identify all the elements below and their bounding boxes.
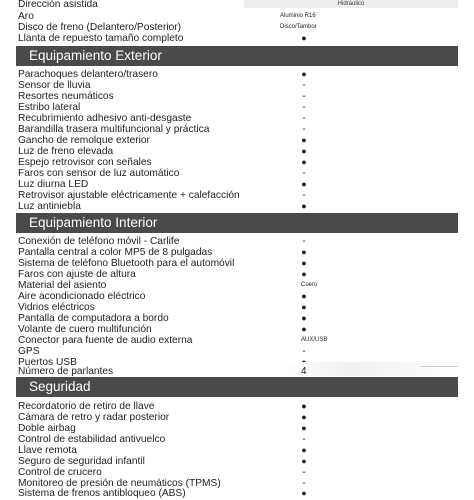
spec-row	[18, 0, 458, 10]
spec-value: ●	[301, 401, 307, 411]
spec-label: Luz antiniebla	[18, 201, 81, 212]
hidraulico-value: Hidráulico	[244, 0, 458, 8]
spec-label: GPS	[18, 346, 40, 357]
spec-value: ●	[301, 269, 307, 279]
spec-row	[18, 22, 458, 33]
spec-label: Llave remota	[18, 445, 77, 456]
spec-row	[18, 434, 458, 445]
spec-value: ●	[301, 423, 307, 433]
spec-row	[18, 168, 458, 179]
spec-label: Control de estabilidad antivuelco	[18, 434, 166, 445]
spec-value: ●	[301, 291, 307, 301]
spec-label: Recordatorio de retiro de llave	[18, 401, 155, 412]
spec-label: Sistema de frenos antibloqueo (ABS)	[18, 488, 186, 499]
spec-label: Conexión de teléfono móvil - Carlife	[18, 236, 180, 247]
spec-label: Doble airbag	[18, 423, 76, 434]
spec-value: -	[302, 124, 306, 135]
spec-label: Pantalla de computadora a bordo	[18, 313, 169, 324]
spec-label: Gancho de remolque exterior	[18, 135, 150, 146]
spec-row	[18, 302, 458, 313]
spec-row	[18, 146, 458, 157]
spec-row	[18, 33, 458, 44]
spec-value: ●	[301, 313, 307, 323]
spec-row	[18, 236, 458, 247]
spec-row	[18, 269, 458, 280]
spec-label: Control de crucero	[18, 467, 102, 478]
spec-row	[18, 280, 458, 291]
spec-value: -	[302, 80, 306, 91]
spec-row	[18, 113, 458, 124]
spec-row	[18, 179, 458, 190]
spec-row	[18, 467, 458, 478]
spec-row	[18, 124, 458, 135]
spec-value: ●	[301, 445, 307, 455]
spec-row	[18, 157, 458, 168]
spec-label: Faros con sensor de luz automático	[18, 168, 180, 179]
spec-label: Material del asiento	[18, 280, 107, 291]
spec-label: Aire acondicionado eléctrico	[18, 291, 146, 302]
spec-label: Barandilla trasera multifuncional y práctica	[18, 124, 210, 135]
spec-label: Sensor de lluvia	[18, 80, 91, 91]
spec-value: ●	[301, 324, 307, 334]
spec-value: ●	[301, 146, 307, 156]
spec-row	[18, 313, 458, 324]
spec-label: Resortes neumáticos	[18, 91, 114, 102]
spec-row	[18, 412, 458, 423]
spec-value: -	[302, 102, 306, 113]
spec-row	[18, 201, 458, 212]
spec-label: Vidrios eléctricos	[18, 302, 95, 313]
spec-label: Disco de freno (Delantero/Posterior)	[18, 22, 182, 33]
spec-value: ●	[301, 258, 307, 268]
bullet-icon: ●	[301, 33, 307, 43]
spec-row	[18, 102, 458, 113]
spec-value: AUX/USB	[301, 337, 328, 343]
spec-label: Faros con ajuste de altura	[18, 269, 136, 280]
spec-value: ●	[301, 201, 307, 211]
spec-label: Seguro de seguridad infantil	[18, 456, 145, 467]
spec-value: ●	[301, 135, 307, 145]
spec-value: ●	[301, 69, 307, 79]
spec-value: 4	[301, 366, 307, 377]
spec-row	[18, 335, 458, 346]
spec-row	[18, 11, 458, 22]
spec-label: Dirección asistida	[18, 0, 98, 10]
spec-row	[18, 69, 458, 80]
spec-value: -	[302, 434, 306, 445]
spec-row	[18, 456, 458, 467]
spec-value: -	[302, 478, 306, 489]
spec-value: Disco/Tambor	[280, 24, 317, 30]
section-header-interior: Equipamiento Interior	[16, 213, 458, 233]
spec-value: ●	[301, 247, 307, 257]
spec-label: Número de parlantes	[18, 366, 114, 377]
spec-label: Cámara de retro y radar posterior	[18, 412, 170, 423]
spec-row	[18, 366, 458, 377]
spec-row	[18, 346, 458, 357]
spec-value: -	[302, 113, 306, 124]
spec-row	[18, 401, 458, 412]
spec-label: Sistema de teléfono Bluetooth para el automóvil	[18, 258, 235, 269]
spec-value: -	[302, 467, 306, 478]
spec-value: Cuero	[301, 282, 318, 288]
spec-value: -	[302, 91, 306, 102]
spec-row	[18, 258, 458, 269]
spec-label: Estribo lateral	[18, 102, 81, 113]
spec-row	[18, 488, 458, 499]
spec-value: -	[302, 236, 306, 247]
spec-value: ●	[301, 456, 307, 466]
spec-row	[18, 91, 458, 102]
spec-label: Luz de freno elevada	[18, 146, 114, 157]
spec-value: -	[302, 168, 306, 179]
spec-label: Pantalla central a color MP5 de 8 pulgadas	[18, 247, 213, 258]
spec-row	[18, 135, 458, 146]
spec-value: ●	[301, 179, 307, 189]
spec-label: Volante de cuero multifunción	[18, 324, 152, 335]
spec-value: ●	[301, 412, 307, 422]
spec-label: Espejo retrovisor con señales	[18, 157, 152, 168]
section-header-exterior: Equipamiento Exterior	[16, 46, 458, 66]
spec-label: Monitoreo de presión de neumáticos (TPMS)	[18, 478, 221, 489]
spec-row	[18, 445, 458, 456]
spec-row	[18, 190, 458, 201]
spec-label: Puertos USB	[18, 357, 77, 368]
spec-label: Aro	[18, 11, 34, 22]
spec-value: ●	[301, 302, 307, 312]
spec-label: Conector para fuente de audio externa	[18, 335, 193, 346]
spec-row	[18, 80, 458, 91]
spec-row	[18, 423, 458, 434]
spec-value: ●	[301, 488, 307, 498]
spec-value: ●	[301, 157, 307, 167]
spec-label: Retrovisor ajustable eléctricamente + calefacción	[18, 190, 240, 201]
spec-value: Aluminio R16¨	[280, 13, 318, 19]
spec-value: -	[302, 190, 306, 201]
spec-label: Llanta de repuesto tamaño completo	[18, 33, 184, 44]
spec-label: Parachoques delantero/trasero	[18, 69, 158, 80]
spec-row	[18, 324, 458, 335]
section-header-seguridad: Seguridad	[16, 377, 458, 397]
spec-row	[18, 291, 458, 302]
spec-value: -	[302, 346, 306, 357]
spec-row	[18, 247, 458, 258]
spec-label: Recubrimiento adhesivo anti-desgaste	[18, 113, 192, 124]
spec-label: Luz diurna LED	[18, 179, 89, 190]
